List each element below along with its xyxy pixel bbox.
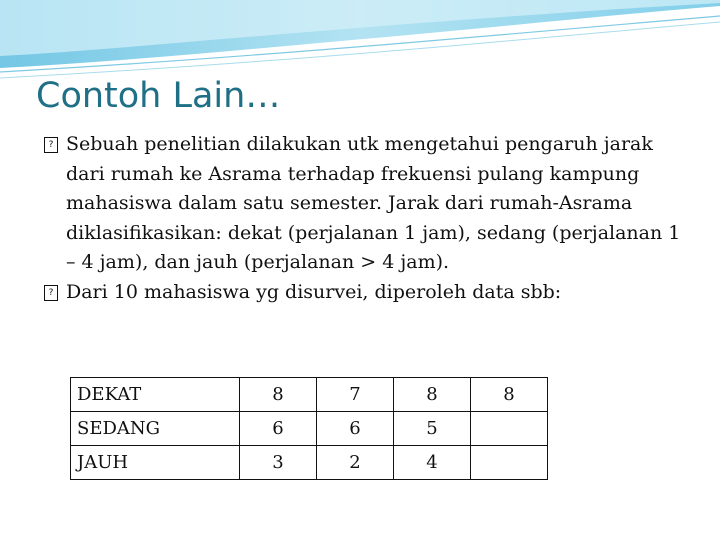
table-cell: 8 bbox=[394, 378, 471, 412]
table-cell: 4 bbox=[394, 446, 471, 480]
table-row bbox=[71, 378, 548, 412]
table-cell: 6 bbox=[317, 412, 394, 446]
table-cell: 8 bbox=[471, 378, 548, 412]
table-cell: 2 bbox=[317, 446, 394, 480]
data-table bbox=[70, 377, 548, 480]
table-cell: 5 bbox=[394, 412, 471, 446]
bullet-text: Dari 10 mahasiswa yg disurvei, diperoleh data sbb: bbox=[66, 280, 562, 303]
row-label: JAUH bbox=[71, 446, 240, 480]
bullet-list bbox=[44, 130, 684, 307]
table-cell: 3 bbox=[240, 446, 317, 480]
table-cell bbox=[471, 412, 548, 446]
bullet-marker-icon: ? bbox=[44, 137, 58, 153]
table-cell: 8 bbox=[240, 378, 317, 412]
table-row bbox=[71, 412, 548, 446]
row-label: SEDANG bbox=[71, 412, 240, 446]
table-row bbox=[71, 446, 548, 480]
bullet-item bbox=[44, 278, 684, 308]
slide-title: Contoh Lain… bbox=[36, 76, 281, 116]
row-label: DEKAT bbox=[71, 378, 240, 412]
table-cell bbox=[471, 446, 548, 480]
bullet-marker-icon: ? bbox=[44, 285, 58, 301]
bullet-item bbox=[44, 130, 684, 278]
table-cell: 7 bbox=[317, 378, 394, 412]
bullet-text: Sebuah penelitian dilakukan utk mengetahui pengaruh jarak dari rumah ke Asrama terhadap frekuensi pulang kampung mahasiswa dalam satu semester. Jarak dari rumah-Asrama diklasifikasikan: dekat (perjalanan 1 jam), sedang (perjalanan 1 – 4 jam), dan jauh (perjalanan > 4 jam). bbox=[66, 133, 681, 273]
table-cell: 6 bbox=[240, 412, 317, 446]
